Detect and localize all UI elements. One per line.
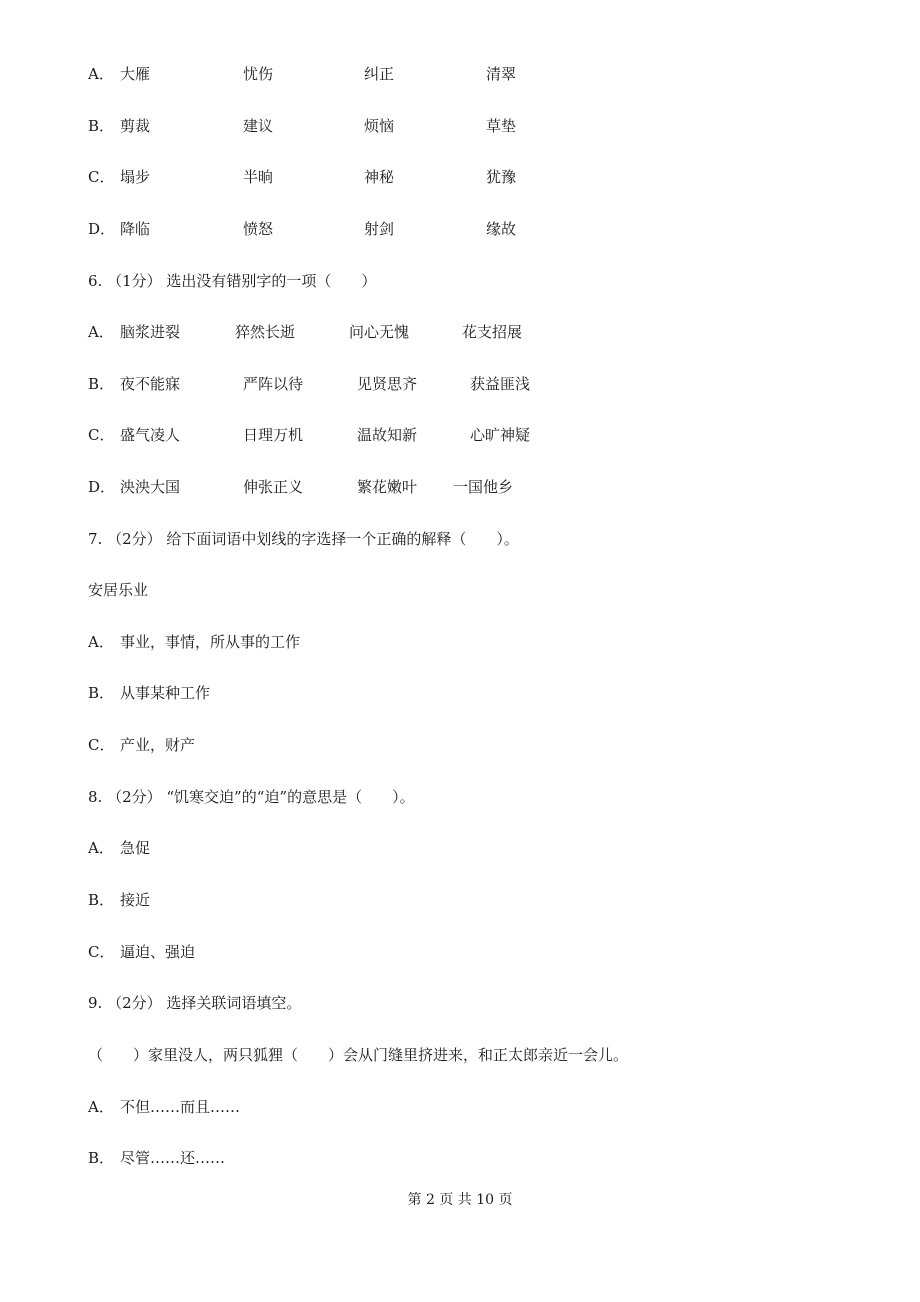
option-letter: B． (88, 375, 115, 393)
option-word: 猝然长逝 (235, 323, 296, 341)
option-word: 塌步 (120, 168, 151, 186)
option-letter: A． (88, 323, 114, 341)
option-text: 从事某种工作 (120, 684, 211, 702)
option-word: 严阵以待 (243, 375, 304, 393)
option-letter: D． (88, 220, 116, 238)
option-letter: B． (88, 1149, 115, 1167)
option-word: 射剑 (364, 220, 395, 238)
option-word: 忧伤 (243, 65, 274, 83)
option-letter: A． (88, 1098, 114, 1116)
option-word: 烦恼 (364, 117, 395, 135)
option-word: 一国他乡 (453, 478, 514, 496)
option-word: 夜不能寐 (120, 375, 181, 393)
option-word: 缘故 (486, 220, 517, 238)
option-word: 清翠 (486, 65, 517, 83)
option-letter: A． (88, 65, 114, 83)
option-word: 犹豫 (486, 168, 517, 186)
question-7-stem: 7. （2分） 给下面词语中划线的字选择一个正确的解释（ ）。 (88, 530, 519, 548)
option-text: 产业，财产 (120, 736, 196, 754)
option-text: 事业，事情，所从事的工作 (120, 633, 301, 651)
option-word: 愤怒 (243, 220, 274, 238)
question-7-word: 安居乐业 (88, 581, 149, 599)
option-word: 繁花嫩叶 (357, 478, 418, 496)
option-letter: C． (88, 168, 115, 186)
option-word: 半晌 (243, 168, 274, 186)
question-9-sentence: （ ）家里没人，两只狐狸（ ）会从门缝里挤进来，和正太郎亲近一会儿。 (88, 1046, 629, 1064)
option-letter: B． (88, 891, 115, 909)
option-word: 大雁 (120, 65, 151, 83)
option-word: 获益匪浅 (470, 375, 531, 393)
option-word: 盛气凌人 (120, 426, 181, 444)
option-letter: B． (88, 684, 115, 702)
option-letter: C． (88, 943, 115, 961)
option-word: 泱泱大国 (120, 478, 181, 496)
option-letter: A． (88, 839, 114, 857)
option-letter: C． (88, 426, 115, 444)
option-text: 接近 (120, 891, 151, 909)
option-word: 心旷神疑 (470, 426, 531, 444)
option-word: 花支招展 (462, 323, 523, 341)
option-word: 脑浆进裂 (120, 323, 181, 341)
option-word: 温故知新 (357, 426, 418, 444)
option-text: 尽管……还…… (120, 1149, 226, 1167)
question-8-stem: 8. （2分） “饥寒交迫”的“迫”的意思是（ ）。 (88, 788, 415, 806)
option-word: 降临 (120, 220, 151, 238)
page-footer: 第 2 页 共 10 页 (407, 1192, 513, 1208)
option-letter: A． (88, 633, 114, 651)
option-word: 问心无愧 (349, 323, 410, 341)
option-word: 见贤思齐 (357, 375, 418, 393)
question-6-stem: 6. （1分） 选出没有错别字的一项（ ） (88, 272, 377, 290)
option-text: 急促 (120, 839, 151, 857)
option-word: 伸张正义 (243, 478, 304, 496)
option-word: 剪裁 (120, 117, 151, 135)
option-letter: B． (88, 117, 115, 135)
option-word: 草垫 (486, 117, 517, 135)
option-text: 逼迫、强迫 (120, 943, 196, 961)
option-word: 神秘 (364, 168, 395, 186)
option-letter: D． (88, 478, 116, 496)
option-letter: C． (88, 736, 115, 754)
option-word: 日理万机 (243, 426, 304, 444)
question-9-stem: 9. （2分） 选择关联词语填空。 (88, 994, 302, 1012)
option-text: 不但……而且…… (120, 1098, 241, 1116)
option-word: 纠正 (364, 65, 395, 83)
option-word: 建议 (243, 117, 274, 135)
